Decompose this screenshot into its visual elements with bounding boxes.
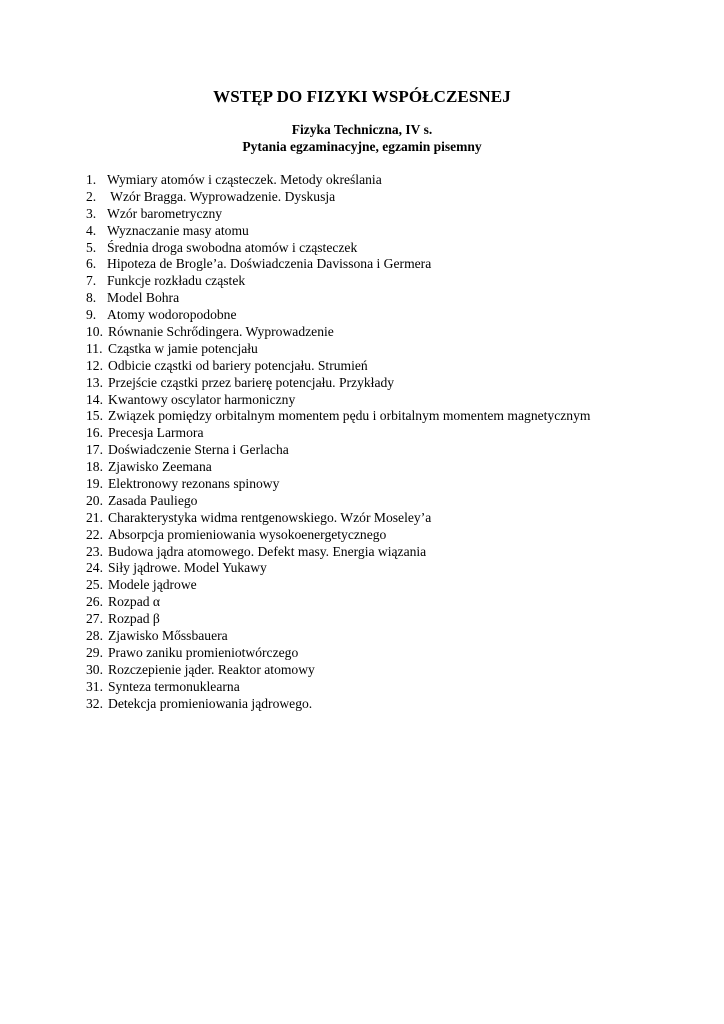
question-text: Prawo zaniku promieniotwórczego xyxy=(108,644,299,660)
question-item xyxy=(86,594,706,611)
question-text: Wyznaczanie masy atomu xyxy=(107,222,249,238)
question-number: 7. xyxy=(86,273,97,289)
question-number: 6. xyxy=(86,256,97,272)
question-text: Zjawisko Zeemana xyxy=(108,459,212,475)
question-number: 25. xyxy=(86,577,103,593)
question-number: 5. xyxy=(86,239,97,255)
question-text: Elektronowy rezonans spinowy xyxy=(108,476,280,492)
question-text: Doświadczenie Sterna i Gerlacha xyxy=(108,442,289,458)
question-item xyxy=(86,273,706,290)
question-item xyxy=(86,256,706,273)
question-number: 18. xyxy=(86,459,103,475)
question-text: Rozpad α xyxy=(108,594,161,610)
question-item xyxy=(86,375,706,392)
question-item xyxy=(86,544,706,561)
question-text: Rozpad β xyxy=(108,611,160,627)
question-item xyxy=(86,392,706,409)
question-item xyxy=(86,628,706,645)
question-text: Średnia droga swobodna atomów i cząsteczek xyxy=(107,239,358,255)
question-text: Detekcja promieniowania jądrowego. xyxy=(108,695,313,711)
question-text: Charakterystyka widma rentgenowskiego. Wzór Moseley’a xyxy=(108,509,432,525)
question-text: Związek pomiędzy orbitalnym momentem pędu i orbitalnym momentem magnetycznym xyxy=(108,408,591,424)
question-number: 21. xyxy=(86,509,103,525)
question-item xyxy=(86,290,706,307)
question-number: 20. xyxy=(86,492,103,508)
question-item xyxy=(86,577,706,594)
question-text: Rozczepienie jąder. Reaktor atomowy xyxy=(108,661,315,677)
question-item xyxy=(86,408,706,425)
question-item xyxy=(86,493,706,510)
question-item xyxy=(86,645,706,662)
question-number: 31. xyxy=(86,678,103,694)
question-item xyxy=(86,341,706,358)
question-number: 19. xyxy=(86,476,103,492)
question-text: Zjawisko Mőssbauera xyxy=(108,628,228,644)
question-text: Synteza termonuklearna xyxy=(108,678,240,694)
question-text: Wzór barometryczny xyxy=(107,205,223,221)
question-item xyxy=(86,206,706,223)
question-item xyxy=(86,527,706,544)
question-item xyxy=(86,560,706,577)
question-number: 3. xyxy=(86,205,97,221)
question-text: Cząstka w jamie potencjału xyxy=(108,340,258,356)
question-text: Wzór Bragga. Wyprowadzenie. Dyskusja xyxy=(107,188,336,204)
question-text: Odbicie cząstki od bariery potencjału. Strumień xyxy=(108,357,368,373)
question-number: 28. xyxy=(86,628,103,644)
question-number: 4. xyxy=(86,222,97,238)
document-title: WSTĘP DO FIZYKI WSPÓŁCZESNEJ xyxy=(213,87,511,106)
question-number: 8. xyxy=(86,290,97,306)
question-text: Hipoteza de Brogle’a. Doświadczenia Davissona i Germera xyxy=(107,256,432,272)
question-number: 15. xyxy=(86,408,103,424)
question-item xyxy=(86,510,706,527)
question-item xyxy=(86,240,706,257)
question-text: Budowa jądra atomowego. Defekt masy. Energia wiązania xyxy=(108,543,427,559)
question-item xyxy=(86,459,706,476)
question-text: Model Bohra xyxy=(107,290,180,306)
question-number: 12. xyxy=(86,357,103,373)
document-subtitle-course: Fizyka Techniczna, IV s. xyxy=(291,122,433,137)
question-text: Kwantowy oscylator harmoniczny xyxy=(108,391,296,407)
question-number: 23. xyxy=(86,543,103,559)
question-number: 14. xyxy=(86,391,103,407)
question-item xyxy=(86,425,706,442)
question-text: Modele jądrowe xyxy=(108,577,197,593)
question-number: 22. xyxy=(86,526,103,542)
question-text: Absorpcja promieniowania wysokoenergetycznego xyxy=(108,526,387,542)
question-text: Wymiary atomów i cząsteczek. Metody określania xyxy=(107,172,382,187)
question-item xyxy=(86,611,706,628)
question-number: 17. xyxy=(86,442,103,458)
question-number: 27. xyxy=(86,611,103,627)
question-number: 10. xyxy=(86,324,103,340)
question-list xyxy=(86,172,706,713)
question-number: 29. xyxy=(86,644,103,660)
question-item xyxy=(86,324,706,341)
question-text: Funkcje rozkładu cząstek xyxy=(107,273,246,289)
document-subtitle-exam: Pytania egzaminacyjne, egzamin pisemny xyxy=(242,139,482,154)
question-item xyxy=(86,679,706,696)
question-item xyxy=(86,696,706,713)
question-text: Atomy wodoropodobne xyxy=(107,307,237,323)
question-number: 16. xyxy=(86,425,103,441)
question-number: 32. xyxy=(86,695,103,711)
question-item xyxy=(86,358,706,375)
question-number: 2. xyxy=(86,188,97,204)
question-text: Przejście cząstki przez barierę potencjału. Przykłady xyxy=(108,374,395,390)
question-item xyxy=(86,189,706,206)
question-number: 1. xyxy=(86,172,97,187)
question-item xyxy=(86,662,706,679)
question-text: Precesja Larmora xyxy=(108,425,204,441)
question-item xyxy=(86,442,706,459)
question-item xyxy=(86,307,706,324)
question-number: 9. xyxy=(86,307,97,323)
question-item xyxy=(86,172,706,189)
question-number: 24. xyxy=(86,560,103,576)
question-item xyxy=(86,223,706,240)
question-number: 30. xyxy=(86,661,103,677)
question-number: 13. xyxy=(86,374,103,390)
question-number: 11. xyxy=(86,340,103,356)
question-text: Siły jądrowe. Model Yukawy xyxy=(108,560,267,576)
question-text: Zasada Pauliego xyxy=(108,492,198,508)
question-text: Równanie Schrődingera. Wyprowadzenie xyxy=(108,324,334,340)
question-item xyxy=(86,476,706,493)
question-number: 26. xyxy=(86,594,103,610)
